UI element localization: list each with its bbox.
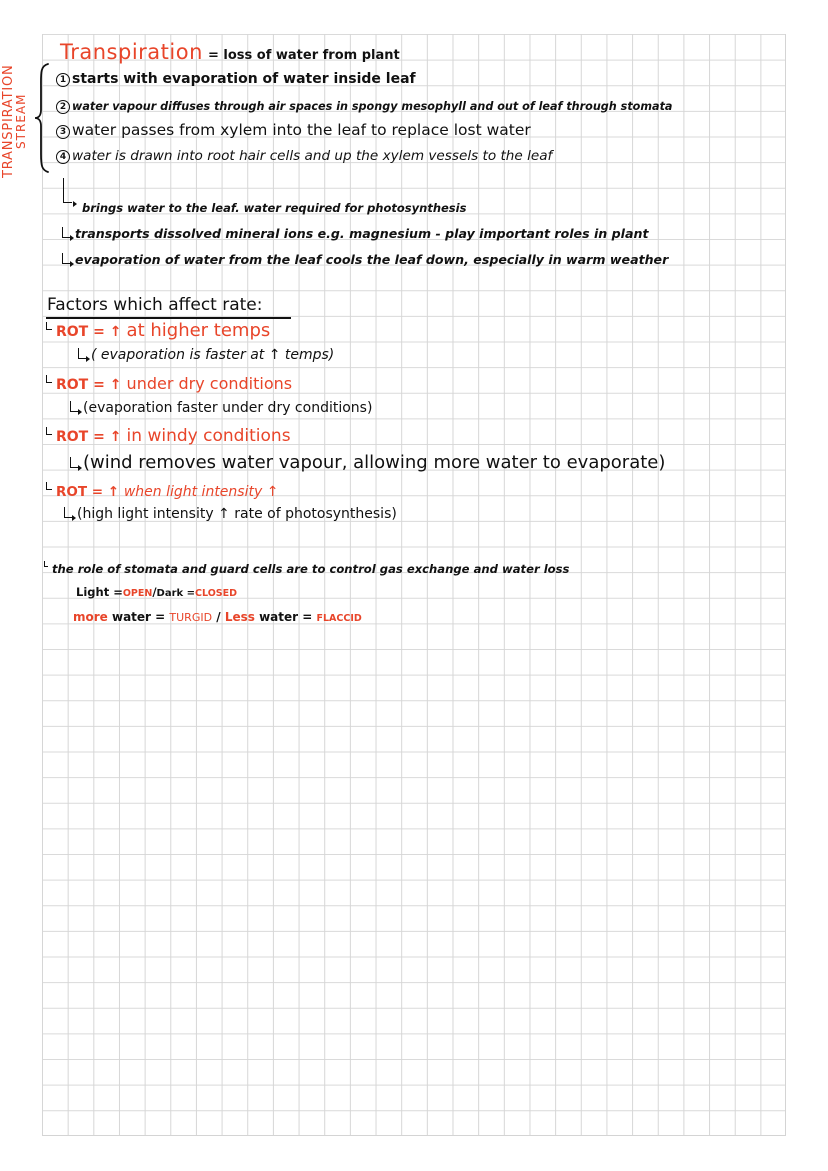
factor-rule-text: in windy conditions [126,426,291,446]
factor-prefix: ROT = ↑ [56,324,122,340]
arrow-hook-icon [70,401,78,412]
flaccid-value: FLACCID [316,613,362,624]
factor-rule-text: when light intensity ↑ [123,484,279,500]
title-definition: = loss of water from plant [207,48,400,63]
stream-step-1 [56,72,416,87]
factor-explanation-text: (evaporation faster under dry conditions) [83,400,373,416]
side-label-line2: STREAM [14,93,28,149]
stream-step-4 [56,150,552,164]
factor-3-explanation [70,454,665,472]
purpose-3 [62,253,668,267]
turgid-value: TURGID [169,611,213,624]
step-number-badge: 4 [56,150,70,164]
heading-underline [46,317,291,319]
arrow-hook-icon [63,178,72,203]
step-number-badge: 2 [56,100,70,114]
factor-4-rule [46,482,278,500]
step-text: starts with evaporation of water inside leaf [72,71,416,87]
factor-prefix: ROT = ↑ [56,484,120,500]
factor-4-explanation [64,507,397,521]
factor-explanation-text: (high light intensity ↑ rate of photosynthesis) [77,506,397,522]
dark-label: Dark = [156,588,196,599]
turgid-flaccid-line [73,611,362,624]
less-label: Less [224,610,255,624]
factor-1-explanation [78,348,334,362]
purpose-2 [62,227,648,241]
step-number-badge: 1 [56,73,70,87]
corner-mark-icon [46,427,52,435]
factor-rule-text: under dry conditions [126,374,293,393]
corner-mark-icon [44,561,48,567]
step-number-badge: 3 [56,125,70,139]
more-water-label: water = [112,610,166,624]
arrow-hook-icon [62,253,70,264]
arrow-hook-icon [64,507,72,518]
curly-brace-icon [34,62,50,174]
arrow-hook-icon [70,457,78,468]
light-label: Light = [76,585,123,599]
more-label: more [73,610,108,624]
factor-explanation-text: (wind removes water vapour, allowing more water to evaporate) [83,452,666,473]
stream-step-2 [56,100,672,114]
stream-step-3 [56,123,531,139]
factor-2-rule [46,375,292,392]
factor-3-rule [46,427,291,445]
factor-rule-text: at higher temps [126,320,271,341]
factor-explanation-text: ( evaporation is faster at ↑ temps) [91,347,335,363]
purpose-text: evaporation of water from the leaf cools the leaf down, especially in warm weather [75,252,669,267]
step-text: water vapour diffuses through air spaces in spongy mesophyll and out of leaf through stomata [72,100,673,113]
arrow-hook-icon [62,227,70,238]
corner-mark-icon [46,375,52,383]
stomata-statement [44,561,569,576]
separator: / [216,610,221,624]
corner-mark-icon [46,322,52,330]
less-water-label: water = [259,610,313,624]
factor-2-explanation [70,401,372,415]
factor-1-rule [46,322,270,340]
transpiration-stream-side-label [2,64,27,178]
factor-prefix: ROT = ↑ [56,377,122,393]
title-term: Transpiration [60,40,203,64]
light-value: OPEN [122,588,153,599]
step-text: water is drawn into root hair cells and up the xylem vessels to the leaf [72,148,553,164]
corner-mark-icon [46,482,52,490]
step-text: water passes from xylem into the leaf to replace lost water [72,121,531,139]
title-line [60,42,400,63]
purpose-text: transports dissolved mineral ions e.g. magnesium - play important roles in plant [75,226,649,241]
separator: / [152,585,157,599]
factors-heading: Factors which affect rate: [47,295,263,315]
dark-value: CLOSED [195,588,237,599]
purpose-1: brings water to the leaf. water required for photosynthesis [82,201,467,215]
side-label-line1: TRANSPIRATION [1,64,16,178]
arrow-hook-icon [78,348,86,359]
light-dark-line [76,587,237,599]
factor-prefix: ROT = ↑ [56,429,122,445]
stomata-statement-text: the role of stomata and guard cells are to control gas exchange and water loss [52,562,570,576]
